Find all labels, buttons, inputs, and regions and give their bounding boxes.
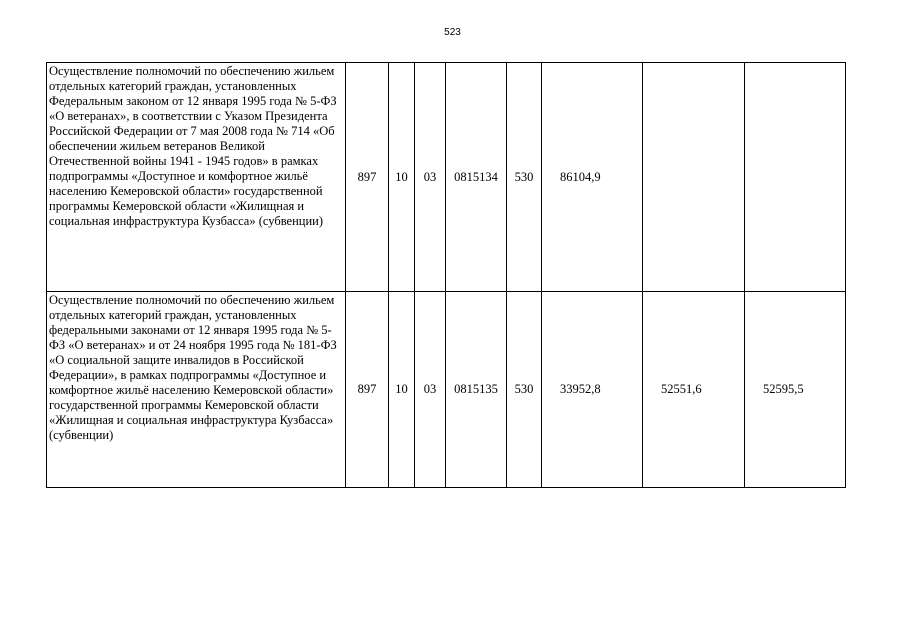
expense-type-code: 530 (507, 63, 542, 292)
amount-year-3: 52595,5 (745, 292, 846, 488)
target-code: 0815134 (446, 63, 507, 292)
amount-year-2 (643, 63, 745, 292)
row-description: Осуществление полномочий по обеспечению жильем отдельных категорий граждан, установленных Федеральным законом от 12 января 1995 года № 5-ФЗ «О ветеранах», в соответствии с Указом Президента Российской Федерации от 7 мая 2008 года № 714 «Об обеспечении жильем ветеранов Великой Отечественной войны 1941 - 1945 годов» в рамках подпрограммы «Доступное и комфортное жильё населению Кемеровской области» государственной программы Кемеровской области «Жилищная и социальная инфраструктура Кузбасса» (субвенции) (47, 63, 346, 292)
table-row (47, 292, 846, 488)
subsection-code: 03 (415, 292, 446, 488)
section-code: 10 (389, 63, 415, 292)
budget-table (46, 62, 846, 488)
subsection-code: 03 (415, 63, 446, 292)
amount-year-1: 86104,9 (542, 63, 643, 292)
ministry-code: 897 (346, 63, 389, 292)
amount-year-2: 52551,6 (643, 292, 745, 488)
section-code: 10 (389, 292, 415, 488)
row-description: Осуществление полномочий по обеспечению жильем отдельных категорий граждан, установленных федеральными законами от 12 января 1995 года № 5-ФЗ «О ветеранах» и от 24 ноября 1995 года № 181-ФЗ «О социальной защите инвалидов в Российской Федерации», в рамках подпрограммы «Доступное и комфортное жильё населению Кемеровской области» государственной программы Кемеровской области «Жилищная и социальная инфраструктура Кузбасса» (субвенции) (47, 292, 346, 488)
target-code: 0815135 (446, 292, 507, 488)
ministry-code: 897 (346, 292, 389, 488)
amount-year-1: 33952,8 (542, 292, 643, 488)
page-number: 523 (444, 27, 461, 38)
table-row (47, 63, 846, 292)
amount-year-3 (745, 63, 846, 292)
expense-type-code: 530 (507, 292, 542, 488)
